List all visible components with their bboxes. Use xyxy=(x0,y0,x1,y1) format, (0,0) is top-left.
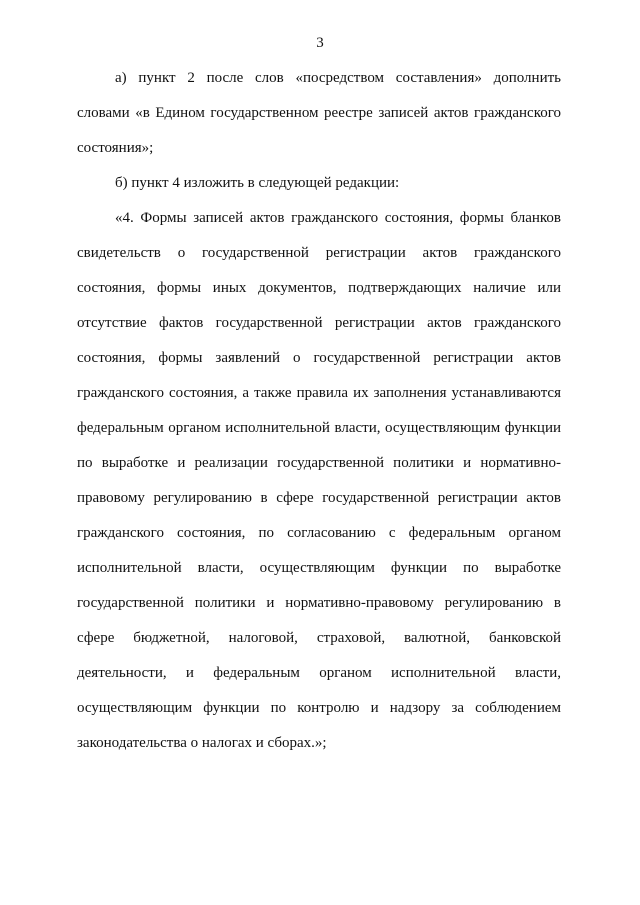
text-line: а) пункт 2 после слов «посредством составления» дополнить xyxy=(115,70,561,86)
page-number: 3 xyxy=(316,35,324,51)
text-line: словами «в Едином государственном реестре записей актов гражданского xyxy=(77,105,561,121)
text-line: сфере бюджетной, налоговой, страховой, валютной, банковской xyxy=(77,630,561,646)
text-line: состояния»; xyxy=(77,140,154,156)
text-line: федеральным органом исполнительной власти, осуществляющим функции xyxy=(77,420,561,436)
text-line: состояния, формы заявлений о государственной регистрации актов xyxy=(77,350,561,366)
text-line: свидетельств о государственной регистрации актов гражданского xyxy=(77,245,561,261)
text-line: отсутствие фактов государственной регистрации актов гражданского xyxy=(77,315,561,331)
text-line: деятельности, и федеральным органом исполнительной власти, xyxy=(77,665,561,681)
text-line: исполнительной власти, осуществляющим функции по выработке xyxy=(77,560,561,576)
text-line: законодательства о налогах и сборах.»; xyxy=(77,735,327,751)
text-line: гражданского состояния, а также правила их заполнения устанавливаются xyxy=(77,385,561,401)
text-line: правовому регулированию в сфере государственной регистрации актов xyxy=(77,490,561,506)
text-line: осуществляющим функции по контролю и надзору за соблюдением xyxy=(77,700,561,716)
text-line: гражданского состояния, по согласованию с федеральным органом xyxy=(77,525,561,541)
text-line: государственной политики и нормативно-правовому регулированию в xyxy=(77,595,561,611)
text-line: «4. Формы записей актов гражданского состояния, формы бланков xyxy=(115,210,561,226)
text-line: по выработке и реализации государственной политики и нормативно- xyxy=(77,455,561,471)
text-line: состояния, формы иных документов, подтверждающих наличие или xyxy=(77,280,561,296)
text-line: б) пункт 4 изложить в следующей редакции: xyxy=(115,175,400,191)
